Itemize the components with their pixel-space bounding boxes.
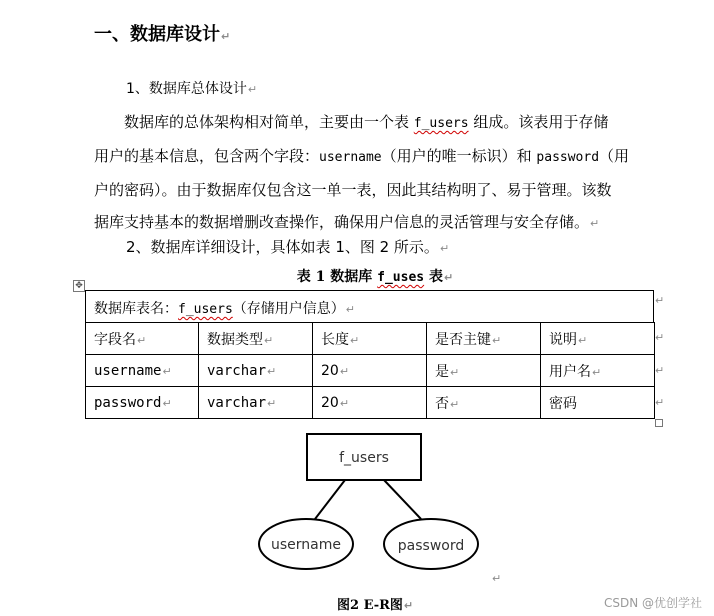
er-attribute-password-label: password [397, 538, 465, 554]
er-attribute-username-label: username [271, 537, 341, 553]
overview-paragraph: 数据库的总体架构相对简单，主要由一个表 f_users 组成。该表用于存储 用户的基本信息，包含两个字段：username（用户的唯一标识）和 password（用 户的密码）。由于数据库仅包含这一单一表，因此其结构明了、易于管理。该数 据库支持基本的数据增删改查操作，确保用户信息的灵活管理与安全存储。↵ [94, 113, 630, 231]
subsection-title-detail: 2、数据库详细设计，具体如表 1、图 2 所示。↵ [126, 238, 450, 256]
table-cell: 20↵ [313, 355, 427, 387]
watermark: CSDN @优创学社 [603, 596, 702, 610]
table-cell: 密码 [541, 387, 655, 419]
er-entity-label: f_users [339, 450, 389, 466]
header-cell: 字段名↵ [86, 323, 199, 355]
header-cell: 说明↵ [541, 323, 655, 355]
er-link-username [315, 480, 345, 519]
row-end-mark: ↵ [655, 294, 665, 307]
figure-caption: 图2 E-R图↵ [337, 598, 414, 613]
paragraph-mark: ↵ [492, 572, 502, 585]
table-move-handle-icon[interactable]: ✥ [73, 280, 85, 292]
row-end-mark: ↵ [655, 396, 665, 409]
table-cell: 否↵ [427, 387, 541, 419]
header-cell: 长度↵ [313, 323, 427, 355]
table-cell: 20↵ [313, 387, 427, 419]
header-cell: 数据类型↵ [199, 323, 313, 355]
row-end-mark: ↵ [655, 364, 665, 377]
er-link-password [384, 480, 421, 519]
table-title-row: 数据库表名：f_users（存储用户信息）↵ [85, 290, 654, 323]
subsection-title-overall: 1、数据库总体设计↵ [126, 81, 258, 97]
table-cell: varchar↵ [199, 387, 313, 419]
section-heading: 一、数据库设计↵ [94, 24, 231, 45]
header-cell: 是否主键↵ [427, 323, 541, 355]
table-cell: username↵ [86, 355, 199, 387]
table-cell: 是↵ [427, 355, 541, 387]
table-cell: 用户名↵ [541, 355, 655, 387]
table-caption: 表 1 数据库 f_uses 表↵ [296, 269, 454, 285]
table-cell: varchar↵ [199, 355, 313, 387]
table-cell: password↵ [86, 387, 199, 419]
row-end-mark: ↵ [655, 331, 665, 344]
